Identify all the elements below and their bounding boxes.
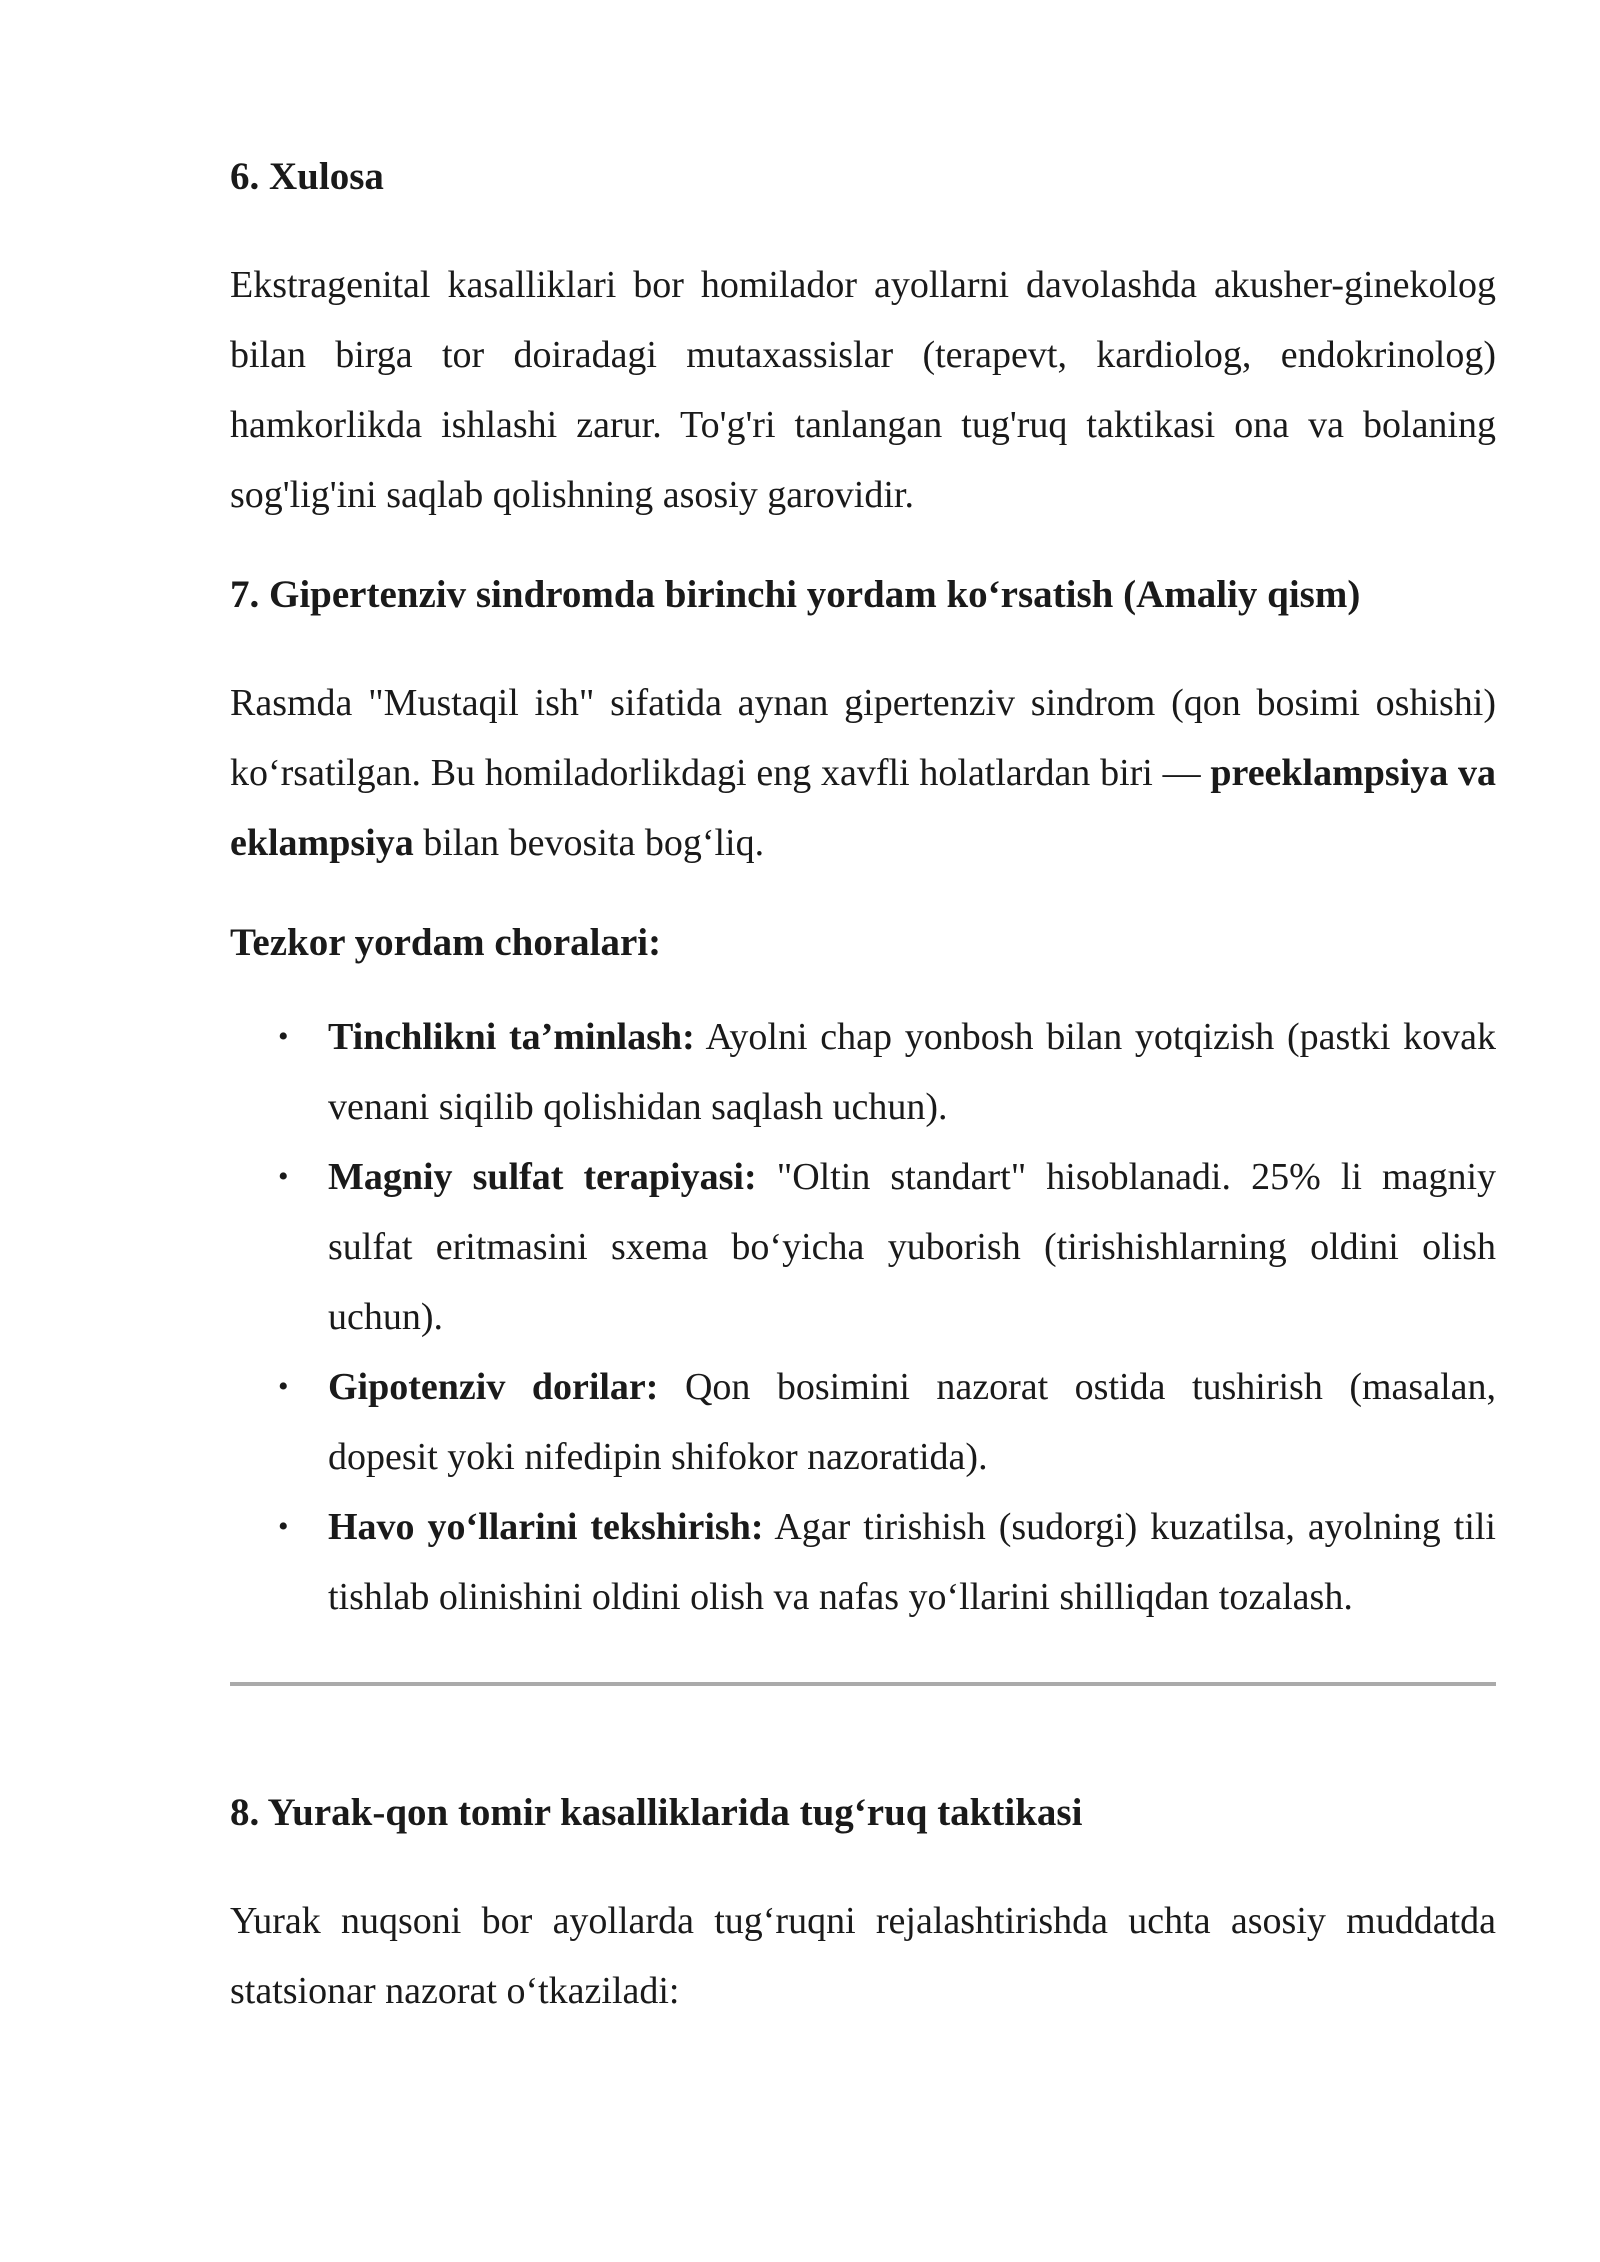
bullet-icon: • [278,1370,289,1403]
section-7-intro [230,668,1496,878]
list-item [230,1352,1496,1492]
list-item [230,1002,1496,1142]
list-item [230,1492,1496,1632]
list-item-text: Ayolni chap yonbosh bilan yotqizish (pastki kovak venani siqilib qolishidan saqlash uchun). [328,1016,1496,1128]
section-7-heading: 7. Gipertenziv sindromda birinchi yordam ko‘rsatish (Amaliy qism) [230,573,1361,616]
section-7-intro-start: Rasmda "Mustaqil ish" sifatida aynan gipertenziv sindrom (qon bosimi oshishi) ko‘rsatilgan. Bu homiladorlikdagi eng xavfli holatlardan biri — [230,682,1496,794]
section-7-intro-bold: preeklampsiya va eklampsiya [230,752,1497,864]
bullet-icon: • [278,1020,289,1053]
section-8-heading: 8. Yurak-qon tomir kasalliklarida tug‘ruq taktikasi [230,1791,1083,1834]
list-item-term: Havo yo‘llarini tekshirish: [328,1506,764,1548]
section-8-paragraph: Yurak nuqsoni bor ayollarda tug‘ruqni rejalashtirishda uchta asosiy muddatda statsionar nazorat o‘tkaziladi: [230,1900,1496,2012]
section-6-heading: 6. Xulosa [230,155,384,198]
bullet-icon: • [278,1510,289,1543]
section-7-subheading: Tezkor yordam choralari: [230,921,662,964]
horizontal-divider [230,1682,1496,1686]
list-item-text: Agar tirishish (sudorgi) kuzatilsa, ayolning tili tishlab olinishini oldini olish va nafas yo‘llarini shilliqdan tozalash. [328,1506,1496,1618]
list-item [230,1142,1496,1352]
list-item-text: "Oltin standart" hisoblanadi. 25% li magniy sulfat eritmasini sxema bo‘yicha yuborish (tirishishlarning oldini olish uchun). [328,1156,1496,1338]
first-aid-list [230,1002,1496,1632]
list-item-term: Gipotenziv dorilar: [328,1366,659,1408]
document-page [230,0,1496,2026]
list-item-term: Magniy sulfat terapiyasi: [328,1156,757,1198]
bullet-icon: • [278,1160,289,1193]
list-item-term: Tinchlikni ta’minlash: [328,1016,695,1058]
list-item-text: Qon bosimini nazorat ostida tushirish (masalan, dopesit yoki nifedipin shifokor nazoratida). [328,1366,1496,1478]
section-6-paragraph: Ekstragenital kasalliklari bor homilador ayollarni davolashda akusher-ginekolog bilan birga tor doiradagi mutaxassislar (terapevt, kardiolog, endokrinolog) hamkorlikda ishlashi zarur. To'g'ri tanlangan tug'ruq taktikasi ona va bolaning sog'lig'ini saqlab qolishning asosiy garovidir. [230,264,1496,516]
section-7-intro-end: bilan bevosita bog‘liq. [413,822,765,864]
